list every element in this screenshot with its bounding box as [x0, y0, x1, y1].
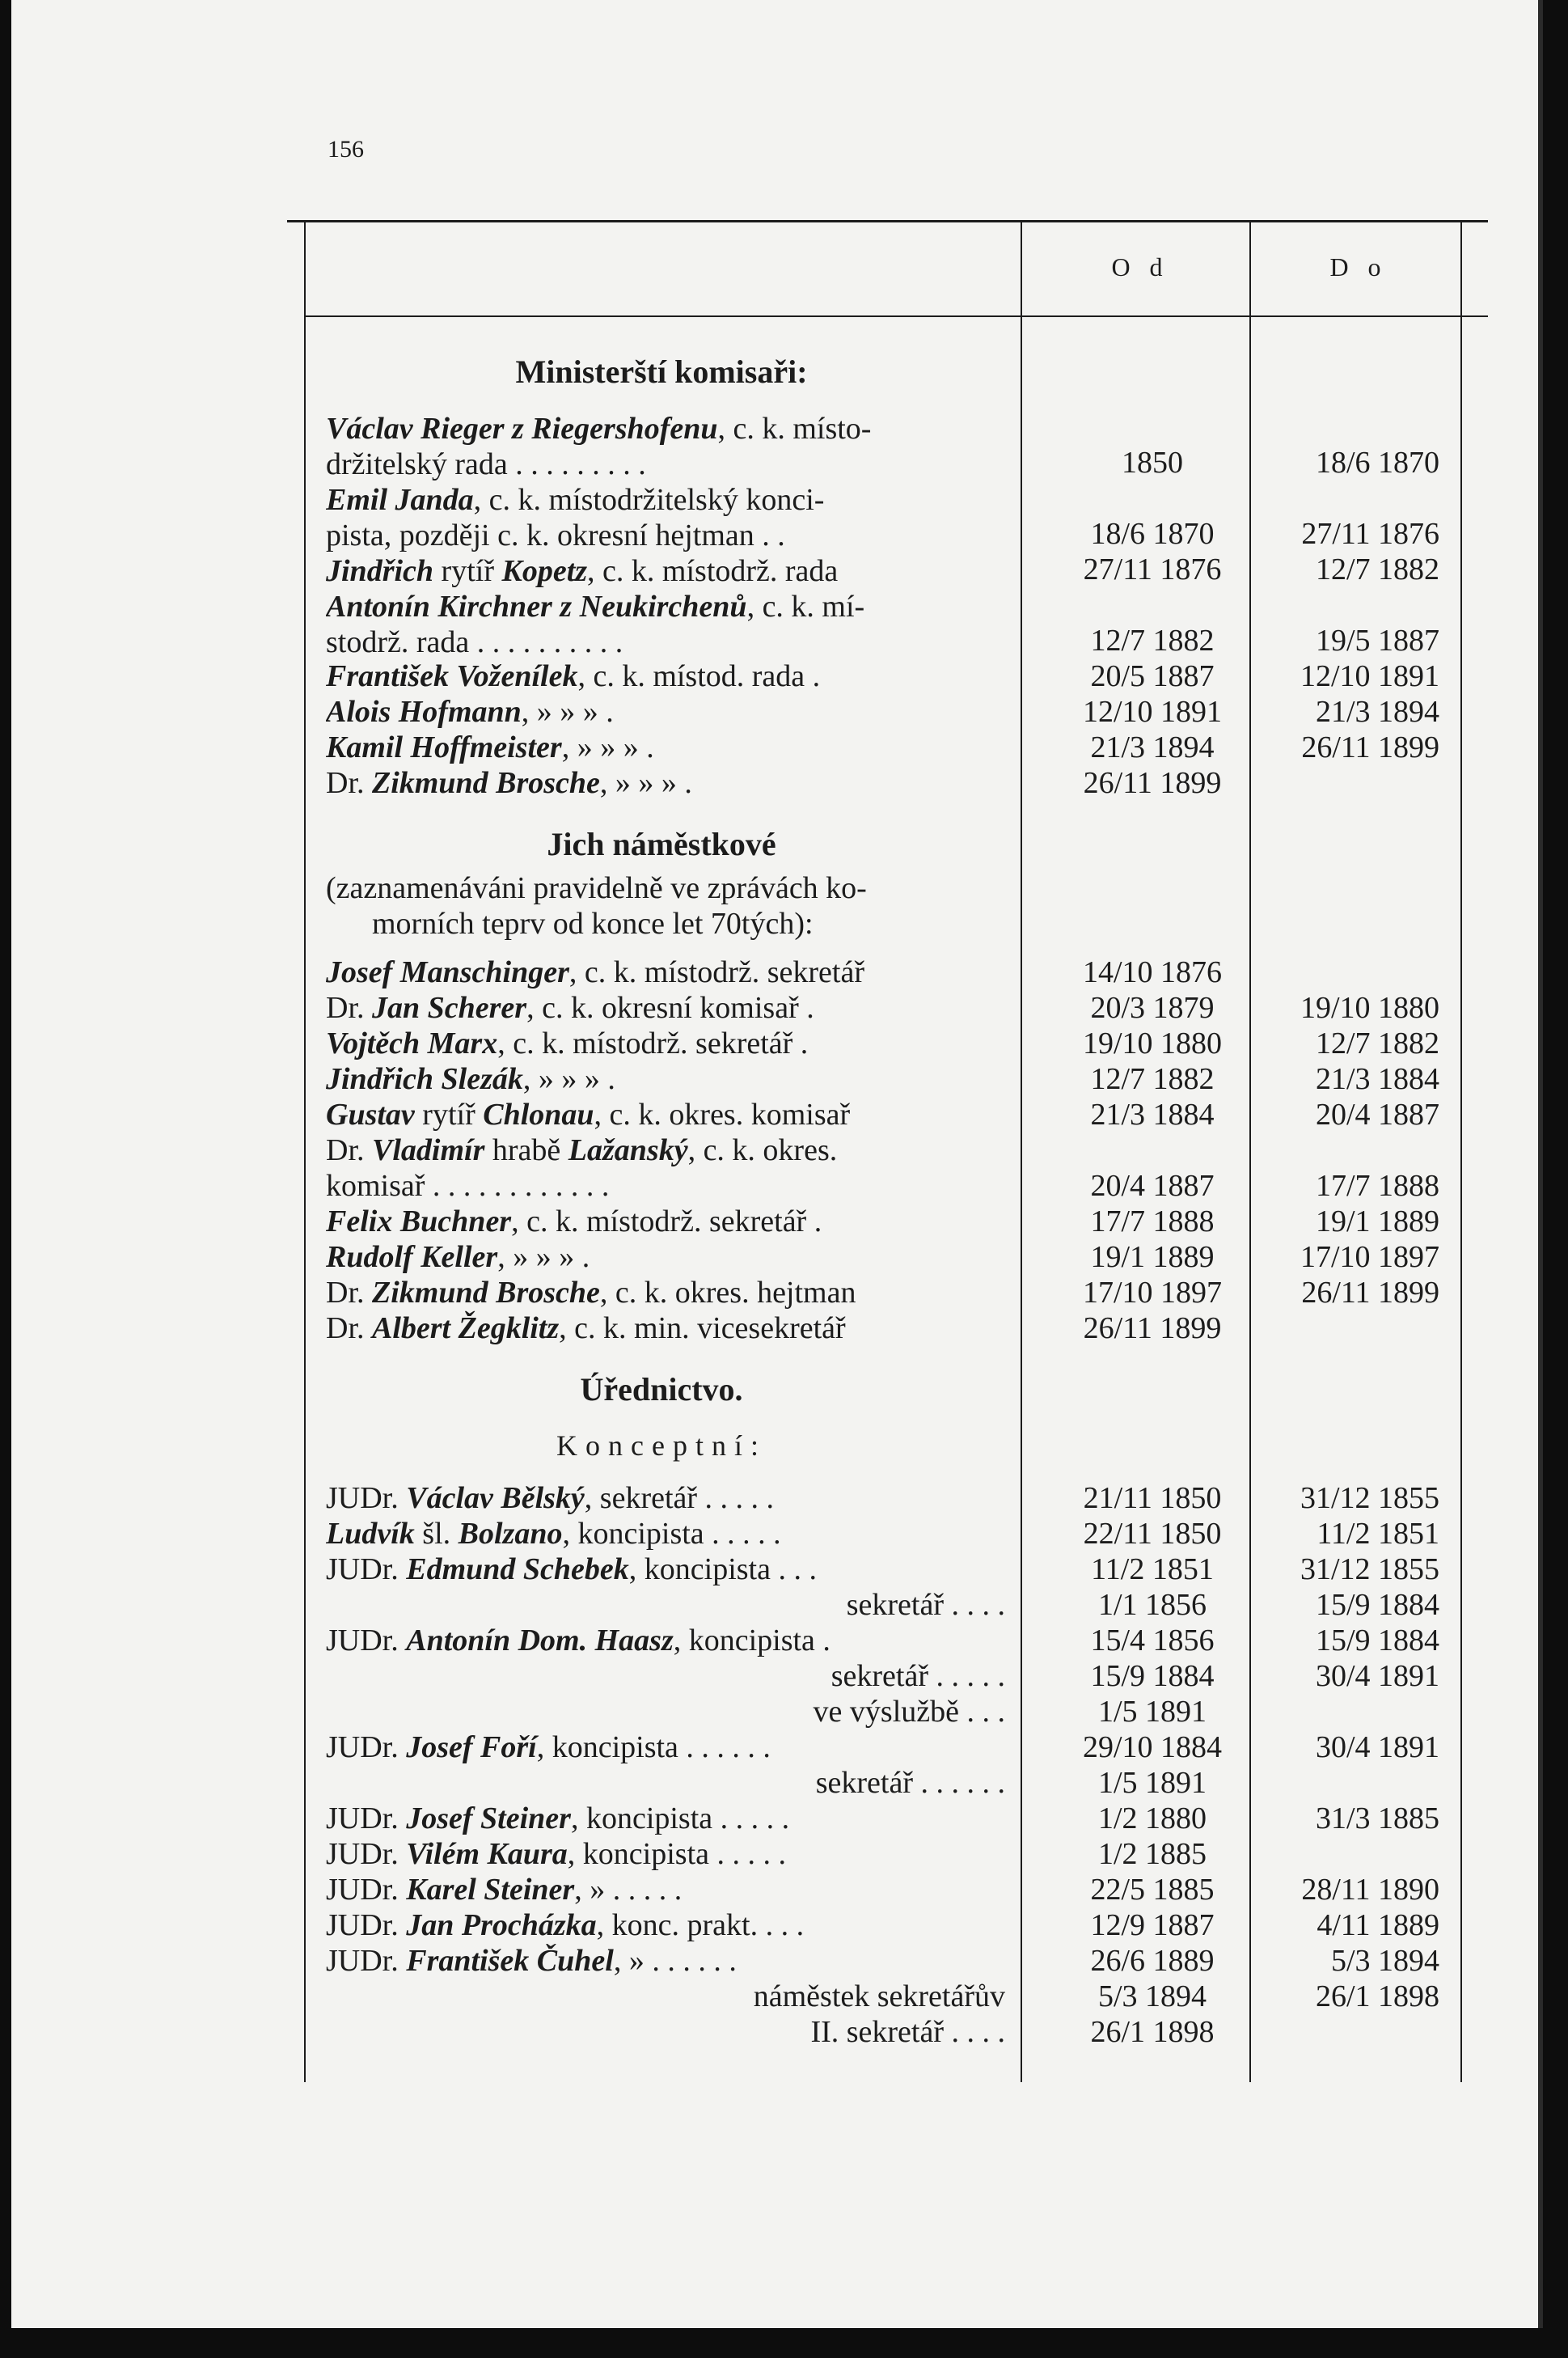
entry-description: , c. k. okresní komisař .	[526, 991, 814, 1025]
entry-description: , » . . . . . .	[613, 1944, 737, 1978]
entry-description: , c. k. okres. komisař	[594, 1098, 851, 1132]
person-name: Josef Steiner	[406, 1801, 571, 1835]
to-date: 28/11 1890	[1301, 1873, 1439, 1907]
entry-description: , koncipista . . .	[628, 1552, 817, 1586]
from-date: 19/1 1889	[1090, 1240, 1215, 1274]
person-surname: Chlonau	[483, 1098, 594, 1132]
from-date: 26/11 1899	[1083, 766, 1222, 800]
from-date: 14/10 1876	[1082, 955, 1223, 989]
to-date: 17/10 1897	[1300, 1240, 1439, 1274]
person-name: Zikmund Brosche	[372, 1276, 600, 1310]
from-date: 15/9 1884	[1090, 1659, 1215, 1693]
from-date: 15/4 1856	[1090, 1624, 1215, 1657]
entry-description: , » » » .	[497, 1240, 590, 1274]
person-name: Václav Rieger z Riegershofenu	[326, 412, 718, 446]
to-date: 26/11 1899	[1301, 730, 1439, 764]
entry-line: JUDr. Karel Steiner, » . . . . .	[326, 1873, 683, 1907]
person-name: Jan Procházka	[406, 1908, 597, 1942]
from-date: 5/3 1894	[1097, 1979, 1207, 2013]
person-name: Vojtěch Marx	[326, 1027, 498, 1060]
entry-continuation: sekretář . . . . .	[830, 1659, 1005, 1693]
to-date: 17/7 1888	[1315, 1169, 1439, 1203]
section-officials-title: Úřednictvo.	[580, 1371, 743, 1408]
entry-description: , koncipista . . . . .	[562, 1517, 781, 1551]
to-date: 4/11 1889	[1317, 1908, 1439, 1942]
person-name: Emil Janda	[326, 483, 474, 517]
person-name: Jan Scherer	[372, 991, 527, 1025]
person-name: Kamil Hoffmeister	[326, 730, 562, 764]
section-deputies-title: Jich náměstkové	[547, 826, 776, 862]
from-date: 12/7 1882	[1090, 624, 1215, 658]
entry-line	[326, 1026, 1005, 1061]
from-date: 12/9 1887	[1090, 1908, 1215, 1942]
entry-continuation: II. sekretář . . . .	[810, 2015, 1005, 2049]
entry-description: , » » » .	[521, 695, 614, 729]
entry-line: Jindřich rytíř Kopetz, c. k. místodrž. rada	[326, 554, 839, 588]
to-date: 27/11 1876	[1301, 517, 1439, 551]
from-date: 27/11 1876	[1083, 552, 1222, 586]
entry-line	[326, 730, 1005, 765]
entry-line: Dr. Vladimír hrabě Lažanský, c. k. okres.	[326, 1133, 838, 1167]
entry-description: , koncipista . . . . . .	[536, 1730, 771, 1764]
to-date: 12/7 1882	[1315, 552, 1439, 586]
from-column-rule	[1021, 222, 1022, 2082]
to-date: 26/1 1898	[1315, 1979, 1439, 2013]
entry-line: Dr. Albert Žegklitz, c. k. min. vicesekretář	[326, 1311, 846, 1345]
to-date	[1262, 1765, 1439, 1801]
from-date: 26/6 1889	[1090, 1944, 1215, 1978]
person-name: Edmund Schebek	[406, 1552, 629, 1586]
person-name: Vilém Kaura	[406, 1837, 568, 1871]
to-date: 15/9 1884	[1315, 1588, 1439, 1622]
to-date: 19/1 1889	[1315, 1204, 1439, 1238]
entry-description: , koncipista . . . . .	[567, 1837, 786, 1871]
person-name: Alois Hofmann	[326, 695, 522, 729]
entry-description: , sekretář . . . . .	[584, 1481, 775, 1515]
entry-continuation: sekretář . . . . . .	[815, 1766, 1005, 1800]
to-date: 31/12 1855	[1300, 1552, 1439, 1586]
from-date: 12/7 1882	[1090, 1062, 1215, 1096]
to-date	[1262, 765, 1439, 801]
from-date: 1/5 1891	[1097, 1766, 1207, 1800]
person-name: František Čuhel	[406, 1944, 614, 1978]
person-name: Josef Foří	[406, 1730, 537, 1764]
to-date: 12/7 1882	[1315, 1027, 1439, 1060]
entry-line	[326, 658, 1005, 694]
entry-line: pista, později c. k. okresní hejtman . .	[326, 519, 785, 552]
to-date: 18/6 1870	[1315, 446, 1439, 480]
page-number: 156	[328, 136, 364, 163]
column-from-header: O d	[1111, 252, 1169, 282]
person-surname: Kopetz	[501, 554, 588, 588]
entry-description: , konc. prakt. . . .	[596, 1908, 805, 1942]
person-name: Antonín Kirchner z Neukirchenů	[326, 590, 747, 624]
from-date: 17/10 1897	[1082, 1276, 1223, 1310]
entry-line: JUDr. Antonín Dom. Haasz, koncipista .	[326, 1624, 830, 1657]
from-date: 1/2 1885	[1097, 1837, 1207, 1871]
entry-description: , c. k. místodrž. sekretář	[568, 955, 864, 989]
header-rule	[306, 315, 1488, 317]
to-date: 19/5 1887	[1315, 624, 1439, 658]
entry-line: Gustav rytíř Chlonau, c. k. okres. komisař	[326, 1098, 851, 1132]
column-to-header: D o	[1329, 252, 1388, 282]
to-date: 20/4 1887	[1315, 1098, 1439, 1132]
from-date: 1/5 1891	[1097, 1695, 1207, 1729]
from-date: 1850	[1122, 446, 1183, 480]
entry-line: JUDr. Vilém Kaura, koncipista . . . . .	[326, 1837, 786, 1871]
entry-description: , c. k. okres.	[687, 1133, 838, 1167]
entry-line: Dr. Jan Scherer, c. k. okresní komisař .	[326, 991, 814, 1025]
entry-description: , c. k. místodrž. sekretář .	[511, 1204, 822, 1238]
person-name: Jindřich	[326, 554, 434, 588]
to-date	[1262, 2014, 1439, 2050]
section-subtitle: Konceptní:	[556, 1429, 767, 1462]
entry-line	[326, 1204, 1005, 1239]
to-date: 26/11 1899	[1301, 1276, 1439, 1310]
to-date: 21/3 1884	[1315, 1062, 1439, 1096]
from-date: 21/3 1884	[1090, 1098, 1215, 1132]
person-name: Josef Manschinger	[326, 955, 569, 989]
to-date: 31/3 1885	[1315, 1801, 1439, 1835]
to-date: 30/4 1891	[1315, 1730, 1439, 1764]
entry-description: , c. k. místodržitelský konci-	[473, 483, 825, 517]
from-date: 18/6 1870	[1090, 517, 1215, 551]
from-date: 20/4 1887	[1090, 1169, 1215, 1203]
person-name: Rudolf Keller	[326, 1240, 498, 1274]
from-date: 26/11 1899	[1083, 1311, 1222, 1345]
entry-line	[326, 955, 1005, 990]
person-name: Gustav	[326, 1098, 415, 1132]
from-date: 21/3 1894	[1090, 730, 1215, 764]
to-date	[1262, 1694, 1439, 1729]
entry-description: , koncipista . . . . .	[570, 1801, 790, 1835]
to-date: 15/9 1884	[1315, 1624, 1439, 1657]
person-surname: Lažanský	[568, 1133, 688, 1167]
entry-line: JUDr. Jan Procházka, konc. prakt. . . .	[326, 1908, 805, 1942]
entry-description: , c. k. okres. hejtman	[599, 1276, 856, 1310]
entry-continuation: náměstek sekretářův	[753, 1979, 1005, 2013]
entry-line: JUDr. Josef Foří, koncipista . . . . . .	[326, 1730, 771, 1764]
from-date: 22/5 1885	[1090, 1873, 1215, 1907]
entry-continuation: sekretář . . . .	[846, 1588, 1005, 1622]
from-date: 19/10 1880	[1082, 1027, 1223, 1060]
from-date: 26/1 1898	[1090, 2015, 1215, 2049]
person-name: Albert Žegklitz	[372, 1311, 560, 1345]
entry-description: , » » » .	[561, 730, 654, 764]
from-date: 1/2 1880	[1097, 1801, 1207, 1835]
entry-description: , koncipista .	[673, 1624, 830, 1657]
to-date: 21/3 1894	[1315, 695, 1439, 729]
to-date: 5/3 1894	[1330, 1944, 1439, 1978]
from-date: 20/3 1879	[1090, 991, 1215, 1025]
entry-description: , c. k. místod. rada .	[577, 659, 821, 693]
entry-line: JUDr. František Čuhel, » . . . . . .	[326, 1944, 737, 1978]
section-note: morních teprv od konce let 70tých):	[372, 907, 814, 941]
entry-description: , c. k. místodrž. sekretář .	[497, 1027, 809, 1060]
person-name: Zikmund Brosche	[372, 766, 600, 800]
to-date: 31/12 1855	[1300, 1481, 1439, 1515]
from-date: 11/2 1851	[1091, 1552, 1214, 1586]
to-date: 12/10 1891	[1300, 659, 1439, 693]
entry-line	[326, 1061, 1005, 1097]
table-right-rule	[1460, 222, 1462, 2082]
entry-description: , c. k. místodrž. rada	[587, 554, 839, 588]
person-name: František Voženílek	[326, 659, 578, 693]
to-date	[1262, 1836, 1439, 1872]
entry-description: , » . . . . .	[574, 1873, 683, 1907]
entry-line: JUDr. Josef Steiner, koncipista . . . . .	[326, 1801, 790, 1835]
entry-description: , c. k. místo-	[717, 412, 872, 446]
entry-continuation: ve výslužbě . . .	[813, 1695, 1005, 1729]
from-date: 22/11 1850	[1083, 1517, 1222, 1551]
from-date: 1/1 1856	[1097, 1588, 1207, 1622]
entry-line: JUDr. Václav Bělský, sekretář . . . . .	[326, 1481, 775, 1515]
to-date	[1262, 955, 1439, 990]
entry-line	[326, 694, 1005, 730]
from-date: 20/5 1887	[1090, 659, 1215, 693]
entry-description: , c. k. mí-	[746, 590, 865, 624]
entry-line	[326, 1239, 1005, 1275]
entry-description: , » » » .	[522, 1062, 615, 1096]
entry-line: stodrž. rada . . . . . . . . . .	[326, 625, 623, 659]
person-name: Vladimír	[372, 1133, 485, 1167]
person-name: Felix Buchner	[326, 1204, 512, 1238]
entry-description: , » » » .	[599, 766, 692, 800]
entry-line: JUDr. Edmund Schebek, koncipista . . .	[326, 1552, 817, 1586]
section-ministerial-commissioners-title: Ministerští komisaři:	[515, 353, 808, 390]
entry-line: Ludvík šl. Bolzano, koncipista . . . . .	[326, 1517, 781, 1551]
person-name: Karel Steiner	[406, 1873, 575, 1907]
from-date: 12/10 1891	[1082, 695, 1223, 729]
entry-line	[326, 411, 1005, 447]
from-date: 17/7 1888	[1090, 1204, 1215, 1238]
entry-line: Dr. Zikmund Brosche, » » » .	[326, 766, 692, 800]
person-name: Václav Bělský	[406, 1481, 585, 1515]
to-date: 30/4 1891	[1315, 1659, 1439, 1693]
to-date: 19/10 1880	[1300, 991, 1439, 1025]
section-note: (zaznamenáváni pravidelně ve zprávách ko-	[326, 871, 867, 905]
person-name: Ludvík	[326, 1517, 415, 1551]
to-date	[1262, 1310, 1439, 1346]
table-left-rule	[304, 222, 306, 2082]
from-date: 21/11 1850	[1083, 1481, 1222, 1515]
entry-description: , c. k. min. vicesekretář	[559, 1311, 846, 1345]
from-date: 29/10 1884	[1082, 1730, 1223, 1764]
person-name: Jindřich Slezák	[326, 1062, 523, 1096]
entry-line: komisař . . . . . . . . . . . .	[326, 1169, 610, 1203]
person-surname: Bolzano	[458, 1517, 563, 1551]
entry-line: Dr. Zikmund Brosche, c. k. okres. hejtman	[326, 1276, 856, 1310]
person-name: Antonín Dom. Haasz	[406, 1624, 674, 1657]
to-date: 11/2 1851	[1317, 1517, 1439, 1551]
table-top-rule	[287, 220, 1488, 222]
entry-line	[326, 482, 1005, 518]
entry-line: držitelský rada . . . . . . . . .	[326, 447, 646, 481]
entry-line	[326, 589, 1005, 624]
